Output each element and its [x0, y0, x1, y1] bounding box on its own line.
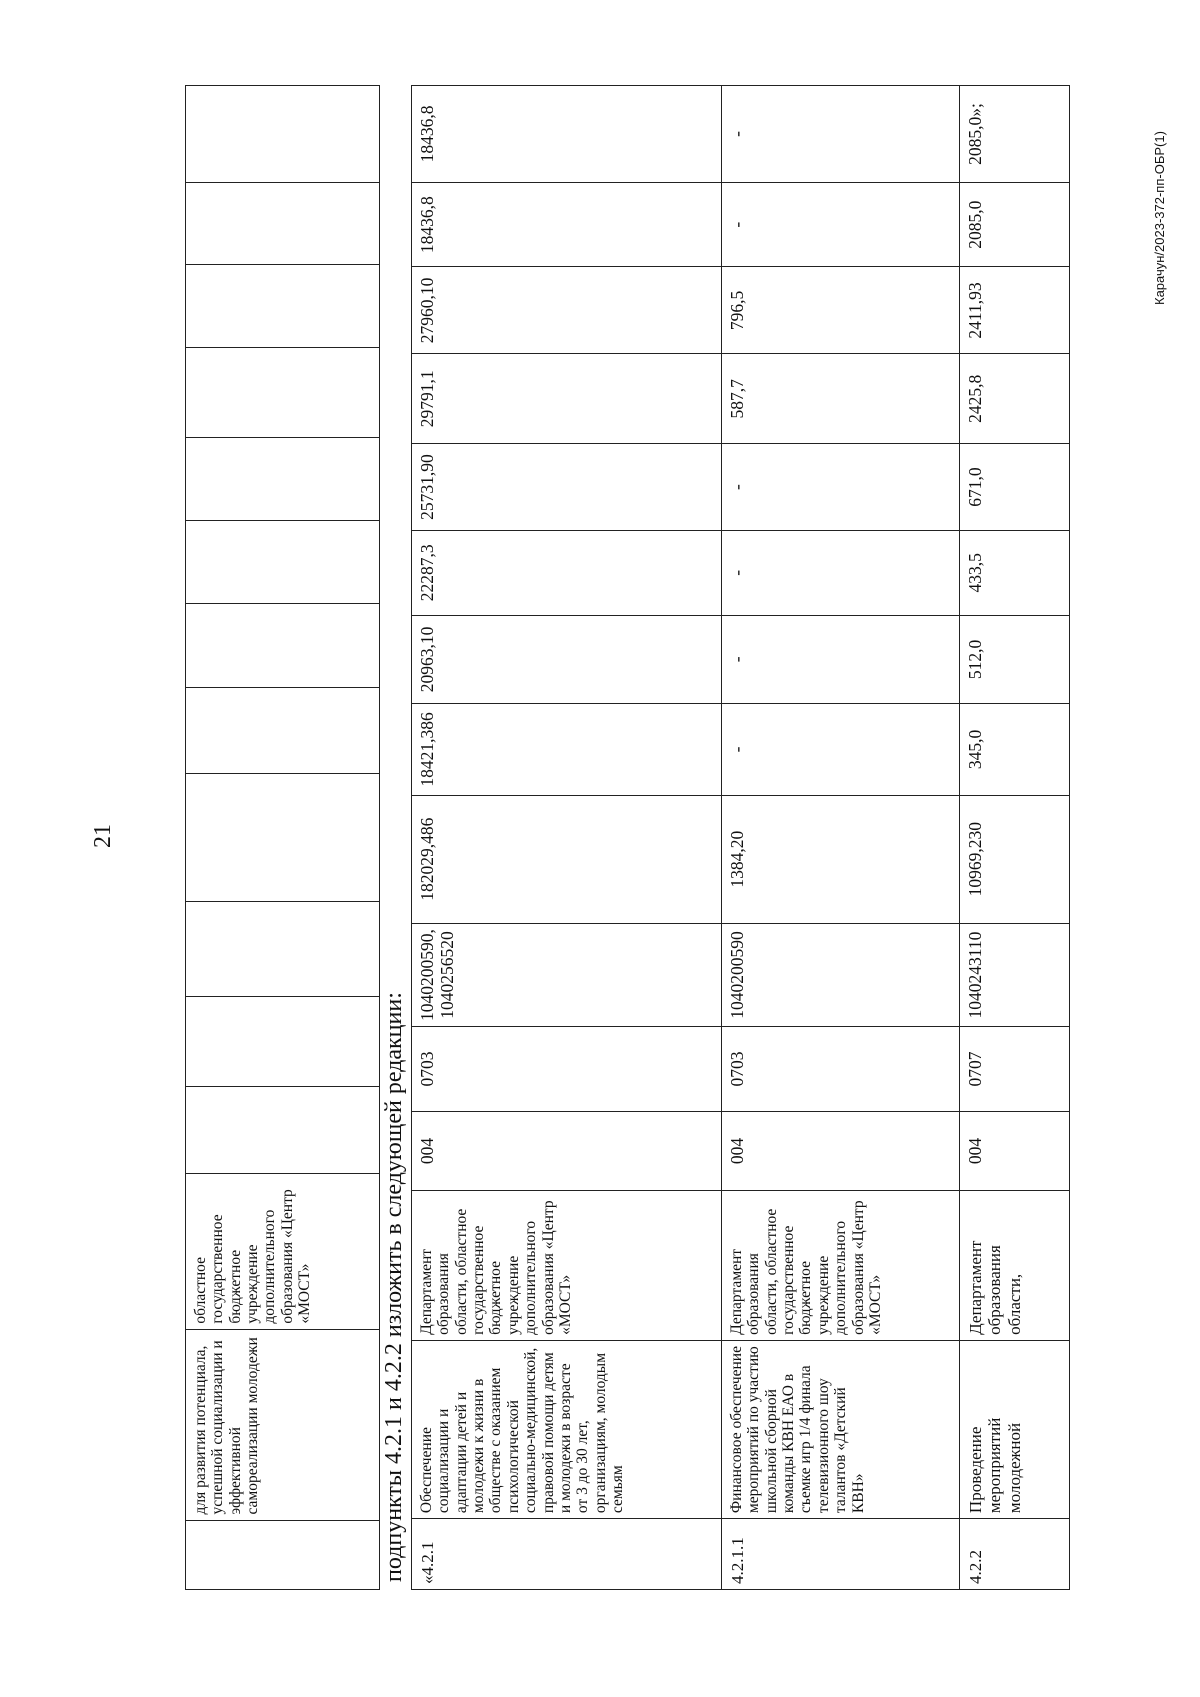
cell-y4: 25731,90 — [412, 444, 722, 531]
amendment-heading: подпункты 4.2.1 и 4.2.2 изложить в следующей редакции: — [381, 992, 407, 1582]
cell-y4 — [186, 437, 380, 520]
cell-grbs: 004 — [412, 1111, 722, 1191]
table-row — [186, 86, 380, 1590]
cell-csr: 1040243110 — [960, 923, 1070, 1027]
cell-y2 — [186, 603, 380, 688]
cell-csr: 1040200590, 1040256520 — [412, 923, 722, 1027]
cell-y3: - — [722, 531, 960, 616]
cell-y7: - — [722, 182, 960, 267]
cell-total — [186, 773, 380, 901]
cell-y7 — [186, 182, 380, 265]
cell-executor: Департамент образования области, областное государственное бюджетное учреждение дополнительного образования «Центр «МОСТ» — [722, 1191, 960, 1341]
cell-y4: 671,0 — [960, 444, 1070, 531]
table-row — [412, 86, 722, 1590]
cell-total: 1384,20 — [722, 795, 960, 923]
cell-y3 — [186, 520, 380, 603]
cell-y2: 20963,10 — [412, 615, 722, 703]
cell-total: 182029,486 — [412, 795, 722, 923]
cell-y6 — [186, 265, 380, 348]
cell-grbs — [186, 1086, 380, 1173]
cell-y5: 587,7 — [722, 354, 960, 444]
cell-y5: 29791,1 — [412, 354, 722, 444]
document-code — [1152, 131, 1200, 320]
page-number — [90, 824, 116, 875]
cell-grbs: 004 — [960, 1111, 1070, 1191]
table-row — [960, 86, 1070, 1590]
cell-y1 — [186, 688, 380, 774]
cell-name: Проведение мероприятий молодежной — [960, 1340, 1070, 1518]
cell-num: «4.2.1 — [412, 1519, 722, 1590]
cell-executor: Департамент образования области, — [960, 1191, 1070, 1341]
cell-y1: - — [722, 704, 960, 796]
cell-y8: 18436,8 — [412, 86, 722, 183]
rotated-page-content — [185, 85, 1115, 1590]
page-number-text: 21 — [90, 824, 116, 848]
cell-y3: 22287,3 — [412, 531, 722, 616]
cell-y8 — [186, 86, 380, 183]
cell-csr: 1040200590 — [722, 923, 960, 1027]
cell-y8: 2085,0»; — [960, 86, 1070, 183]
cell-name: для развития потенциала, успешной социализации и эффективной самореализации молодежи — [186, 1329, 380, 1520]
cell-y6: 796,5 — [722, 267, 960, 354]
cell-csr — [186, 901, 380, 996]
cell-y7: 2085,0 — [960, 182, 1070, 267]
cell-y7: 18436,8 — [412, 182, 722, 267]
cell-rzpr — [186, 996, 380, 1086]
cell-y6: 2411,93 — [960, 267, 1070, 354]
cell-y2: 512,0 — [960, 615, 1070, 703]
cell-rzpr: 0703 — [412, 1027, 722, 1111]
cell-grbs: 004 — [722, 1111, 960, 1191]
cell-total: 10969,230 — [960, 795, 1070, 923]
cell-executor: областное государственное бюджетное учреждение дополнительного образования «Центр «МОСТ» — [186, 1174, 380, 1330]
table-row — [722, 86, 960, 1590]
cell-y8: - — [722, 86, 960, 183]
cell-y5 — [186, 348, 380, 437]
cell-rzpr: 0707 — [960, 1027, 1070, 1111]
cell-y6: 27960,10 — [412, 267, 722, 354]
cell-y4: - — [722, 444, 960, 531]
cell-name: Обеспечение социализации и адаптации детей и молодежи к жизни в обществе с оказанием психологической социально-медицинской, правовой помощи детям и молодежи в возрасте от 3 до 30 лет, организациям, молодым семьям — [412, 1340, 722, 1518]
cell-num — [186, 1520, 380, 1589]
cell-rzpr: 0703 — [722, 1027, 960, 1111]
cell-y1: 18421,386 — [412, 704, 722, 796]
cell-y5: 2425,8 — [960, 354, 1070, 444]
cell-num: 4.2.2 — [960, 1519, 1070, 1590]
program-table — [411, 85, 1070, 1590]
cell-num: 4.2.1.1 — [722, 1519, 960, 1590]
cell-name: Финансовое обеспечение мероприятий по участию школьной сборной команды КВН ЕАО в съемке игр 1/4 финала телевизионного шоу талантов «Детский КВН» — [722, 1340, 960, 1518]
cell-executor: Департамент образования области, областное государственное бюджетное учреждение дополнительного образования «Центр «МОСТ» — [412, 1191, 722, 1341]
cell-y2: - — [722, 615, 960, 703]
cell-y3: 433,5 — [960, 531, 1070, 616]
document-code-text: Карачун/2023-372-пп-ОБР(1) — [1152, 131, 1167, 305]
top-table-fragment — [185, 85, 380, 1590]
cell-y1: 345,0 — [960, 704, 1070, 796]
